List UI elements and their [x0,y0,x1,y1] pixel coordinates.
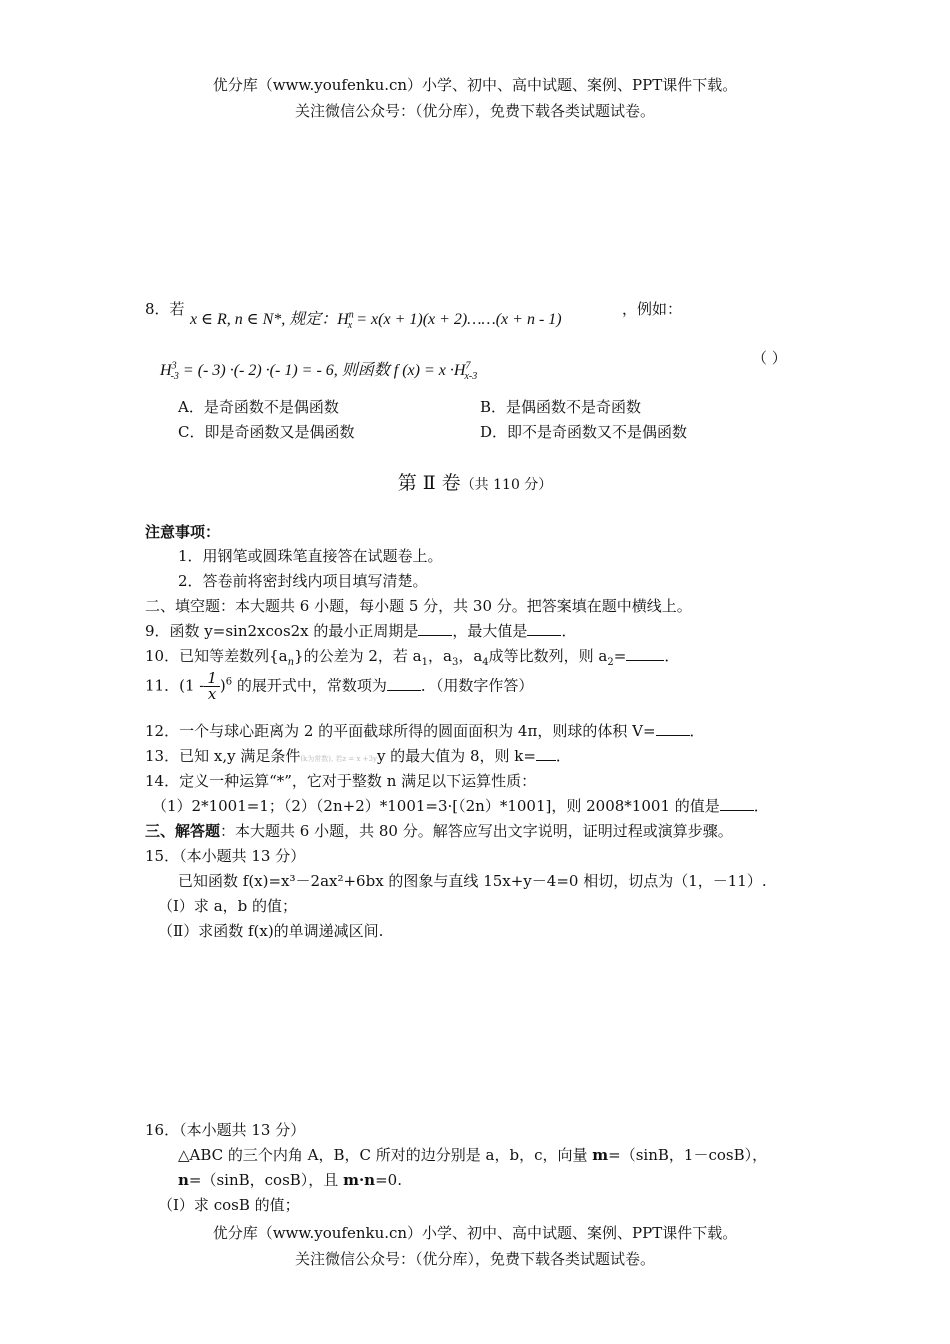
q8-number: 8．若 [145,300,185,318]
q8-def-lhs: x ∈ R, n ∈ N*, 规定：H [190,311,349,328]
note-1: 1．用钢笔或圆珠笔直接答在试题卷上。 [178,547,443,565]
q16-vector-m: m [592,1146,609,1164]
q11-blank[interactable] [387,676,421,691]
q8-example-h: H [160,362,172,379]
q14-text-b: （1）2*1001=1；（2）（2n+2）*1001=3·[（2n）*1001]，则 2008*1001 的值是 [152,797,720,815]
q11 [145,671,533,711]
q11-num: 11． [145,676,180,695]
q8-definition [190,306,562,331]
q14-line-1: 14．定义一种运算“*”，它对于整数 n 满足以下运算性质： [145,772,537,790]
q14-blank[interactable] [720,796,754,811]
q10-text-c: ，a [427,647,452,665]
q10-sub-2: 2 [607,657,614,668]
q8-option-b: B．是偶函数不是奇函数 [480,398,642,416]
solve-intro-text: ：本大题共 6 小题，共 80 分。解答应写出文字说明，证明过程或演算步骤。 [220,822,733,840]
q12-blank[interactable] [656,721,690,736]
q11-text-e: ．（用数字作答） [420,676,534,695]
q15-part-2: （Ⅱ）求函数 f(x)的单调递减区间. [158,922,384,940]
q11-close: ) [219,676,226,695]
q12 [145,720,705,741]
q12-text: 12．一个与球心距离为 2 的平面截球所得的圆面面积为 4π，则球的体积 V= [145,722,656,740]
q13 [145,745,571,766]
q14-period: ． [753,797,769,815]
q8-answer-bracket: （ ） [752,349,787,367]
q9-period: ． [561,622,577,640]
q11-exp: 6 [225,676,233,688]
q10-sub-n: n [287,657,295,668]
q16-statement-2 [178,1169,402,1190]
fill-intro: 二、填空题：本大题共 6 小题，每小题 5 分，共 30 分。把答案填在题中横线上。 [145,597,692,615]
q16-title: 16．（本小题共 13 分） [145,1121,306,1139]
q16-text-a1: △ABC 的三个内角 A，B，C 所对的边分别是 a，b，c，向量 [178,1146,593,1164]
q15-statement: 已知函数 f(x)=x³－2ax²+6bx 的图象与直线 15x+y－4=0 相切，切点为（1，－11）. [178,872,767,890]
q16-text-b: =（sinB，cosB），且 [188,1171,344,1189]
q11-frac-num: 1 [204,671,220,687]
q15-title: 15．（本小题共 13 分） [145,847,306,865]
q9-text-b: ，最大值是 [452,622,528,640]
q13-blank[interactable] [536,746,556,761]
section-2-subtitle: （共 110 分） [460,477,553,493]
solve-intro [145,820,733,841]
note-2: 2．答卷前将密封线内项目填写清楚。 [178,572,428,590]
q13-period: ． [555,747,571,765]
q8-example [160,357,477,382]
q10-text-f: = [613,647,627,665]
q9-blank-2[interactable] [527,621,561,636]
q8-def-rhs: = x(x + 1)(x + 2)……(x + n - 1) [352,311,562,328]
q13-faint-condition: (k为常数), 若z = x +3y [300,755,377,763]
q13-text-b: y 的最大值为 8，则 k= [376,747,536,765]
q12-period: ． [689,722,705,740]
q9-text-a: 9．函数 y=sin2xcos2x 的最小正周期是 [145,622,419,640]
q9 [145,620,576,641]
q16-text-b2: =0. [375,1171,402,1189]
q8-example-rhs: = (- 3) ·(- 2) ·(- 1) = - 6, 则函数 f (x) = x ·H [178,362,466,379]
q16-text-a2: =（sinB，1－cosB）， [608,1146,768,1164]
q10-period: ． [664,647,680,665]
solve-intro-bold: 三、解答题 [145,822,221,840]
q16-statement-1 [178,1144,767,1165]
q8-example-sup2: 7 [465,360,471,372]
section-2-title-main: 第 Ⅱ 卷 [397,472,461,494]
q10-blank[interactable] [626,646,664,661]
q8-tail: ，例如： [622,300,683,318]
q10-text-a: 10．已知等差数列{a [145,647,288,665]
q10-sub-1: 1 [421,657,428,668]
q15-part-1: （Ⅰ）求 a，b 的值； [158,897,298,915]
q8-example-sup: 3 [171,360,177,372]
q10-sub-4: 4 [482,657,489,668]
footer-line-2: 关注微信公众号：（优分库），免费下载各类试题试卷。 [294,1250,655,1268]
q8-example-sub: -3 [170,371,179,383]
q10-text-d: ，a [458,647,483,665]
q8-def-sub: x [347,320,353,332]
q10-text-e: 成等比数列，则 a [488,647,608,665]
section-2-title [0,468,950,495]
header-line-1: 优分库（www.youfenku.cn）小学、初中、高中试题、案例、PPT课件下载。 [212,76,738,94]
q11-fraction [204,671,220,702]
q8-def-sup: n [348,309,354,321]
q8-option-c: C．即是奇函数又是偶函数 [178,423,355,441]
header-line-2: 关注微信公众号：（优分库），免费下载各类试题试卷。 [294,102,655,120]
q8-example-sub2: x-3 [464,371,478,383]
q10-text-b: }的公差为 2，若 a [294,647,422,665]
q16-part-1: （Ⅰ）求 cosB 的值； [158,1196,300,1214]
q14-line-2 [152,795,769,816]
footer-line-1: 优分库（www.youfenku.cn）小学、初中、高中试题、案例、PPT课件下载。 [212,1224,738,1242]
q8-option-a: A．是奇函数不是偶函数 [178,398,339,416]
q11-open: (1 - [179,676,205,695]
q11-frac-den: x [207,685,217,703]
q16-vector-n: n [178,1171,189,1189]
q10 [145,645,679,668]
q10-sub-3: 3 [451,657,459,668]
q9-blank-1[interactable] [418,621,452,636]
q13-text-a: 13．已知 x,y 满足条件 [145,747,301,765]
notes-title: 注意事项： [145,523,221,541]
q11-text-d: 的展开式中，常数项为 [232,676,387,695]
q16-dot-product: m·n [343,1171,376,1189]
q8-option-d: D．即不是奇函数又不是偶函数 [480,423,688,441]
